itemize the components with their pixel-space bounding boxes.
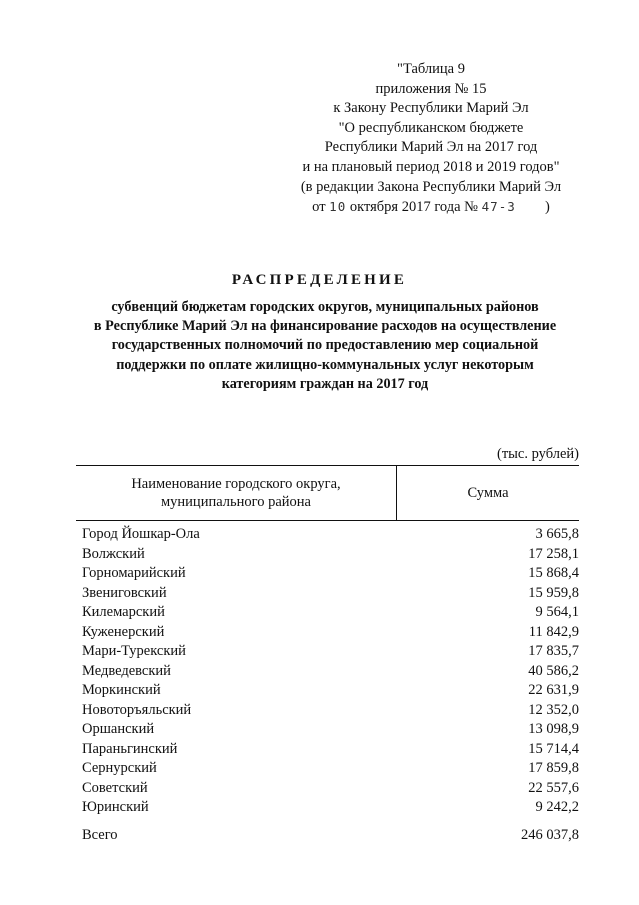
table-row <box>82 720 579 740</box>
row-name: Советский <box>82 779 148 796</box>
column-header-name-line: муниципального района <box>160 494 311 510</box>
header-line: и на плановый период 2018 и 2019 годов" <box>302 158 560 175</box>
column-header-name-line: Наименование городского округа, <box>131 475 341 492</box>
table-row <box>82 525 579 545</box>
header-amendment-line <box>281 197 581 218</box>
table-row <box>82 662 579 682</box>
table-row <box>82 545 579 565</box>
row-sum: 40 586,2 <box>528 662 579 679</box>
table-row <box>82 623 579 643</box>
header-line: "О республиканском бюджете <box>338 119 524 136</box>
row-name: Куженерский <box>82 623 165 640</box>
document-subtitle <box>60 298 590 394</box>
row-name: Сернурский <box>82 760 157 776</box>
row-name: Новоторъяльский <box>82 701 192 718</box>
subtitle-line: государственных полномочий по предоставлению мер социальной <box>111 337 539 354</box>
header-line: к Закону Республики Марий Эл <box>333 100 529 117</box>
amendment-number: 47-З <box>481 199 516 215</box>
row-sum: 17 258,1 <box>528 545 579 562</box>
header-line: приложения № 15 <box>375 80 487 97</box>
table-row <box>82 584 579 604</box>
total-label: Всего <box>82 827 118 843</box>
row-sum: 17 859,8 <box>528 760 579 776</box>
column-header-sum: Сумма <box>467 484 509 501</box>
row-name: Параньгинский <box>82 740 178 757</box>
row-name: Мари-Турекский <box>82 643 186 659</box>
row-sum: 17 835,7 <box>528 643 579 659</box>
header-line: Республики Марий Эл на 2017 год <box>324 139 538 156</box>
table-row <box>82 740 579 760</box>
row-name: Юринский <box>82 799 149 815</box>
table-row <box>82 681 579 701</box>
table-header <box>76 465 579 521</box>
table-row <box>82 603 579 623</box>
row-sum: 22 631,9 <box>528 682 579 698</box>
row-sum: 22 557,6 <box>528 779 579 796</box>
row-sum: 11 842,9 <box>528 623 579 640</box>
subtitle-line: субвенций бюджетам городских округов, муниципальных районов <box>111 299 539 315</box>
row-sum: 15 959,8 <box>528 584 579 601</box>
amendment-prefix: от <box>312 199 326 216</box>
table-row <box>82 798 579 818</box>
subtitle-line: поддержки по оплате жилищно-коммунальных услуг некоторым <box>116 356 534 373</box>
row-name: Оршанский <box>82 721 155 737</box>
subtitle-line: в Республике Марий Эл на финансирование расходов на осуществление <box>93 318 557 335</box>
row-sum: 12 352,0 <box>528 701 579 718</box>
table-row <box>82 759 579 779</box>
row-sum: 13 098,9 <box>528 721 579 737</box>
total-value: 246 037,8 <box>521 827 579 843</box>
row-name: Звениговский <box>82 584 167 601</box>
row-name: Город Йошкар-Ола <box>82 526 200 542</box>
header-line: "Таблица 9 <box>397 61 465 77</box>
table-row <box>82 642 579 662</box>
document-title: РАСПРЕДЕЛЕНИЕ <box>231 272 408 288</box>
row-sum: 15 714,4 <box>528 740 579 757</box>
row-sum: 9 242,2 <box>535 799 579 815</box>
amendment-day: 10 <box>329 199 347 215</box>
row-name: Килемарский <box>82 604 165 620</box>
row-sum: 3 665,8 <box>535 526 579 542</box>
row-sum: 9 564,1 <box>535 604 579 620</box>
row-name: Горномарийский <box>82 565 186 581</box>
document-header <box>281 60 581 218</box>
units-label: (тыс. рублей) <box>497 446 579 462</box>
table-body <box>82 525 579 818</box>
row-name: Волжский <box>82 545 145 562</box>
table-total-row <box>82 827 579 844</box>
amendment-suffix: ) <box>545 199 550 216</box>
table-row <box>82 564 579 584</box>
row-name: Медведевский <box>82 662 171 679</box>
header-line: (в редакции Закона Республики Марий Эл <box>300 178 562 195</box>
subtitle-line: категориям граждан на 2017 год <box>221 375 429 392</box>
column-header-name <box>76 466 396 520</box>
table-row <box>82 701 579 721</box>
table-row <box>82 779 579 799</box>
row-sum: 15 868,4 <box>528 565 579 581</box>
row-name: Моркинский <box>82 682 161 698</box>
amendment-mid: октября 2017 года № <box>349 199 479 216</box>
